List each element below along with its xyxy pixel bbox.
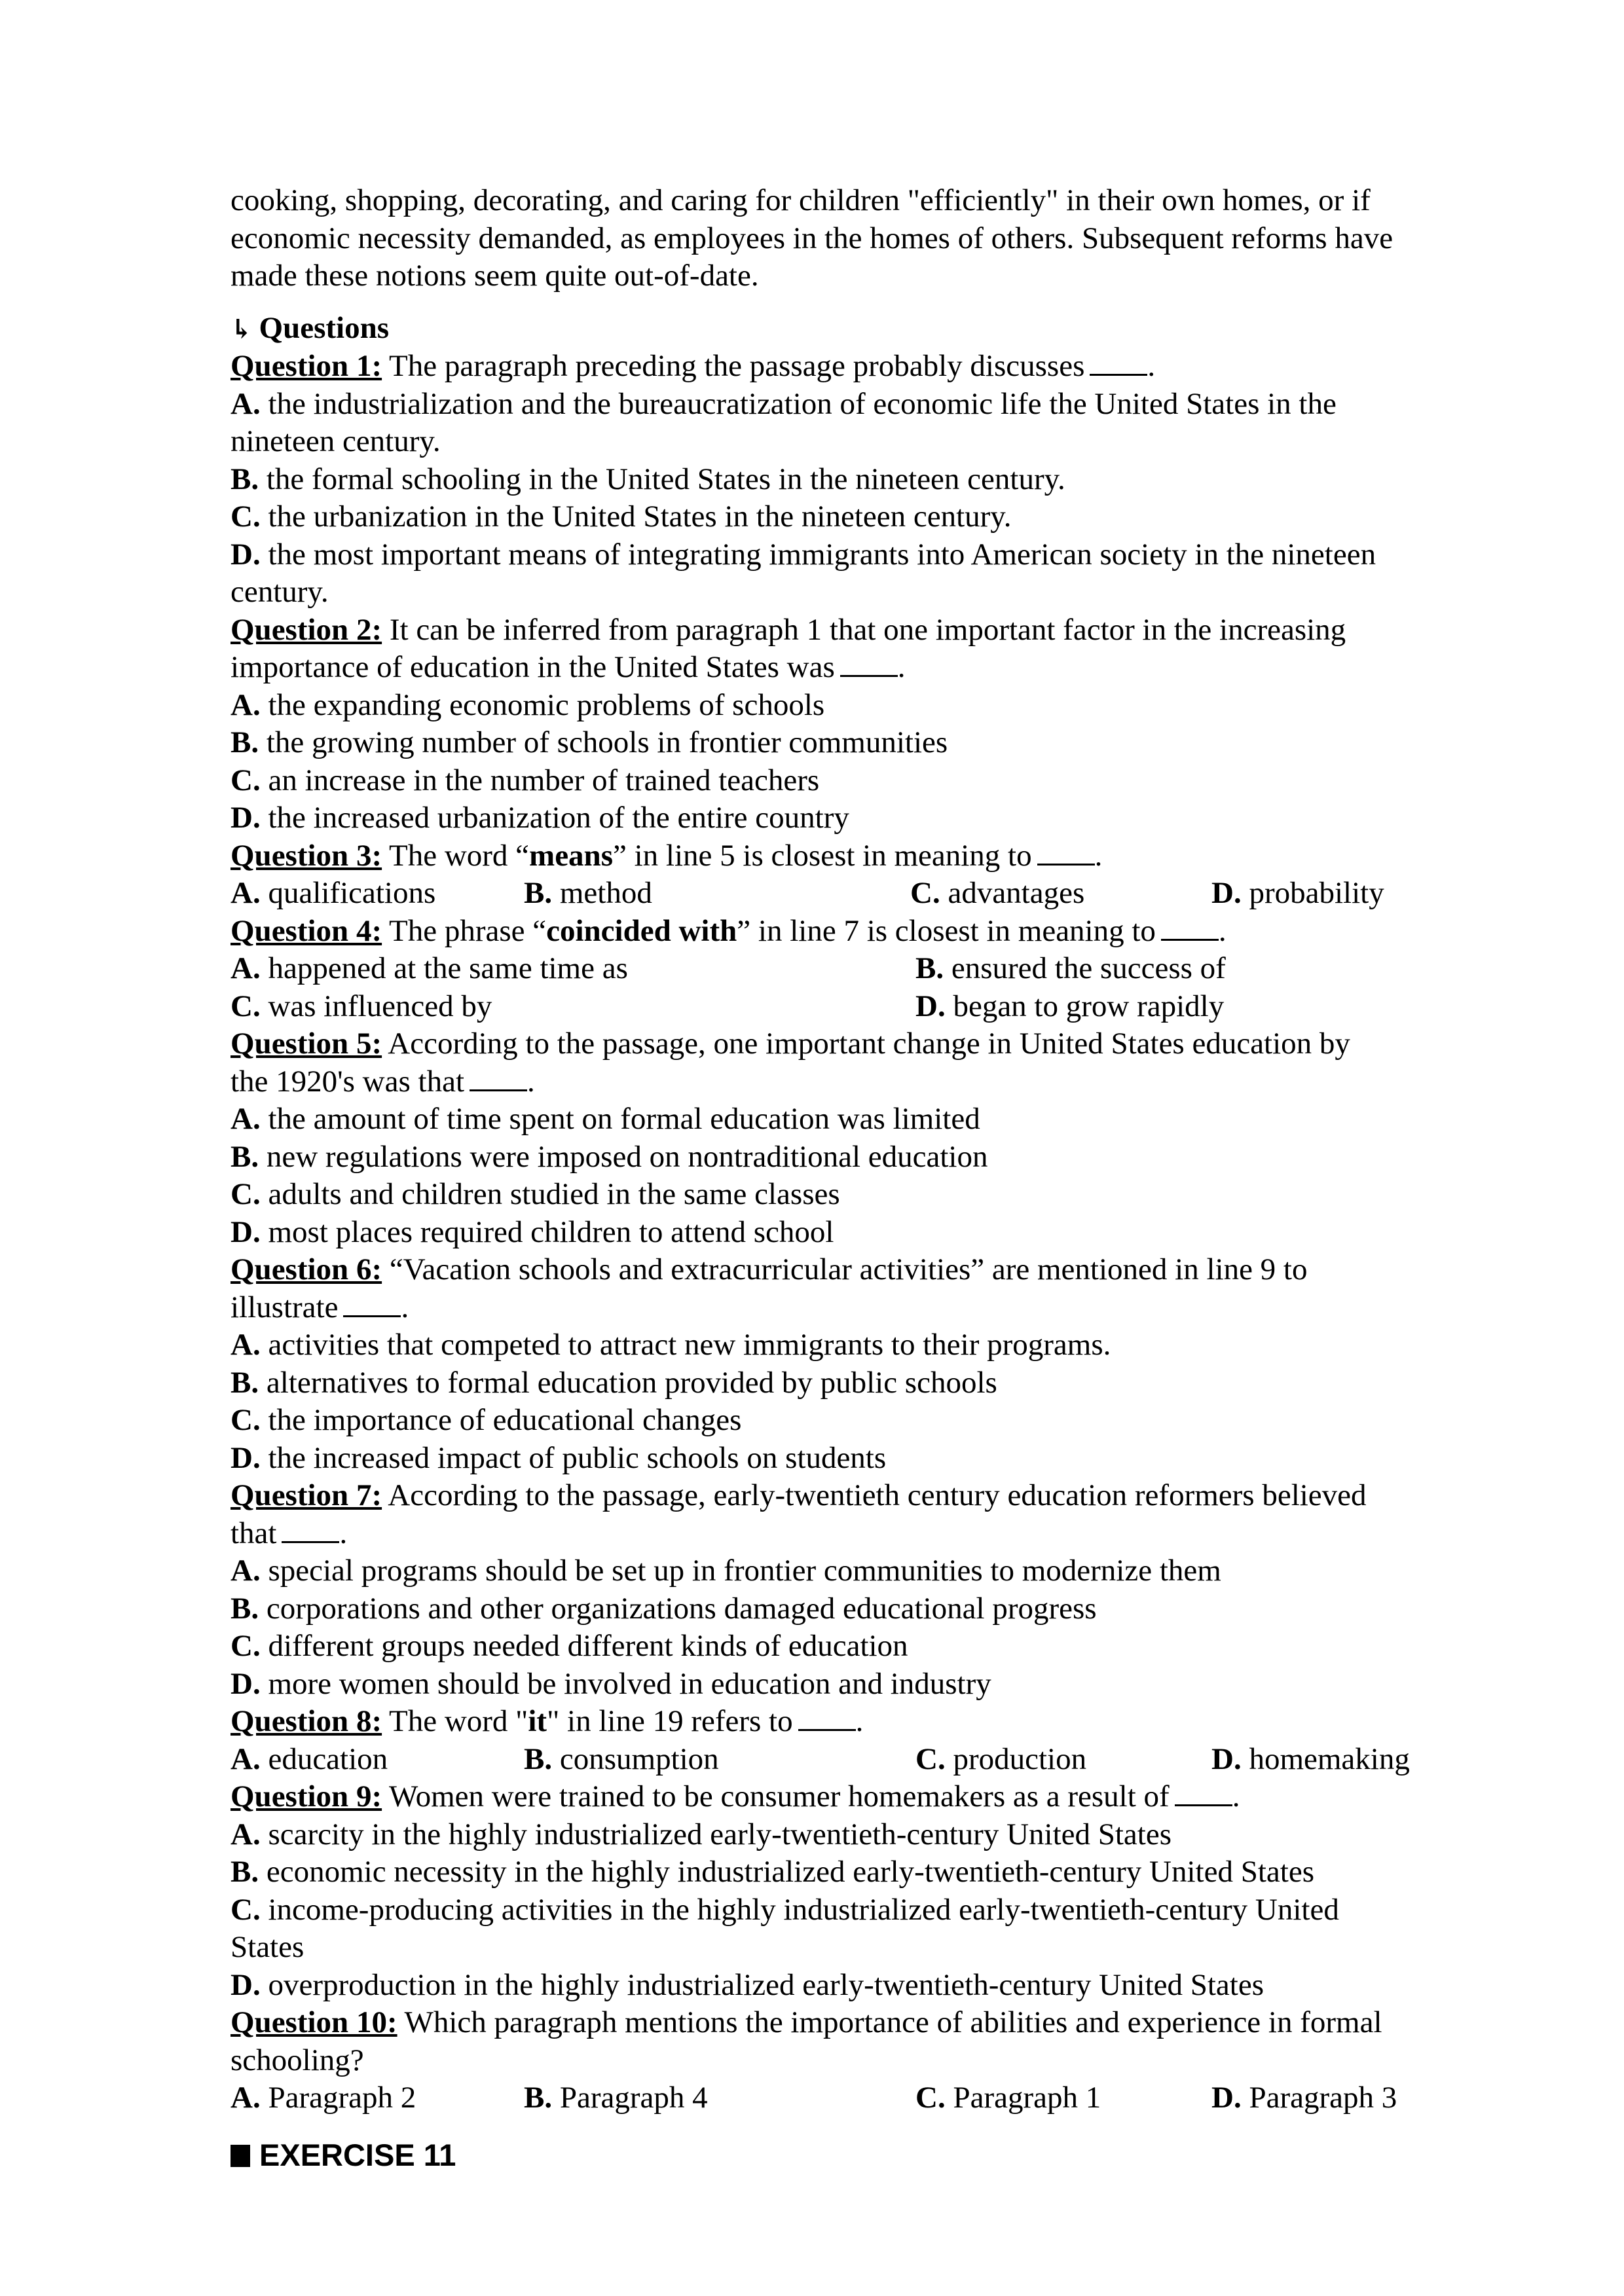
passage-line: cooking, shopping, decorating, and caring for children "efficiently" in their own homes, or if bbox=[231, 183, 1371, 217]
option-a[interactable]: A. happened at the same time as bbox=[231, 951, 628, 985]
exercise-heading bbox=[231, 2136, 456, 2175]
option-c[interactable]: C. an increase in the number of trained teachers bbox=[231, 763, 820, 797]
keyword: coincided with bbox=[546, 913, 737, 948]
question-text: “Vacation schools and extracurricular activities” are mentioned in line 9 to bbox=[389, 1252, 1308, 1286]
option-c[interactable]: C. Paragraph 1 bbox=[915, 2081, 1101, 2115]
option-c[interactable]: C. advantages bbox=[910, 876, 1085, 910]
question-text: According to the passage, early-twentieth century education reformers believed bbox=[388, 1478, 1367, 1512]
keyword: means bbox=[529, 838, 613, 873]
option-a[interactable]: A. the amount of time spent on formal education was limited bbox=[231, 1102, 980, 1136]
option-b[interactable]: B. economic necessity in the highly industrialized early-twentieth-century United States bbox=[231, 1855, 1314, 1889]
arrow-icon: ↳ bbox=[231, 314, 253, 344]
answer-blank bbox=[470, 1063, 527, 1091]
question-6: Question 6: “Vacation schools and extracurricular activities” are mentioned in line 9 to illustrate . A. activities that competed to attract new immigrants to their programs. B. alternatives to formal education provided by public schools C. the importance of educational changes D. the increased impact of public schools on students bbox=[231, 1251, 1481, 1477]
questions-heading-label: Questions bbox=[259, 310, 390, 345]
question-label: Question 5: bbox=[231, 1027, 382, 1061]
question-text-cont: the 1920's was that bbox=[231, 1064, 464, 1099]
option-b[interactable]: B. alternatives to formal education provided by public schools bbox=[231, 1365, 997, 1400]
option-d[interactable]: D. the increased urbanization of the entire country bbox=[231, 801, 849, 835]
option-b[interactable]: B. ensured the success of bbox=[915, 951, 1226, 985]
question-label: Question 9: bbox=[231, 1779, 382, 1813]
question-text: Women were trained to be consumer homemakers as a result of bbox=[389, 1779, 1170, 1813]
question-5: Question 5: According to the passage, one important change in United States education by the 1920's was that . A. the amount of time spent on formal education was limited B. new regulations were imposed on nontraditional education C. adults and children studied in the same classes D. most places required children to attend school bbox=[231, 1025, 1481, 1251]
option-d[interactable]: D. the increased impact of public schools on students bbox=[231, 1440, 887, 1475]
question-text: The paragraph preceding the passage probably discusses bbox=[389, 349, 1085, 383]
question-text-cont: importance of education in the United States was bbox=[231, 650, 835, 684]
question-text: According to the passage, one important change in United States education by bbox=[388, 1027, 1350, 1061]
question-text-cont: illustrate bbox=[231, 1290, 339, 1324]
square-icon bbox=[231, 2145, 250, 2167]
option-a[interactable]: A. activities that competed to attract new immigrants to their programs. bbox=[231, 1328, 1111, 1362]
answer-blank bbox=[343, 1289, 401, 1317]
option-d[interactable]: D. began to grow rapidly bbox=[915, 989, 1225, 1023]
keyword: it bbox=[528, 1704, 547, 1738]
option-a-cont: nineteen century. bbox=[231, 424, 441, 458]
answer-blank bbox=[1161, 913, 1219, 941]
passage-continuation bbox=[231, 182, 1481, 295]
question-1: Question 1: The paragraph preceding the passage probably discusses . A. the industrialization and the bureaucratization of economic life the United States in the nineteen century. B. the formal schooling in the United States in the nineteen century. C. the urbanization in the United States in the nineteen century. D. the most important means of integrating immigrants into American society in the nineteen century. bbox=[231, 348, 1481, 611]
option-a[interactable]: A. special programs should be set up in frontier communities to modernize them bbox=[231, 1554, 1221, 1588]
answer-blank bbox=[1090, 348, 1147, 376]
option-d-cont: century. bbox=[231, 575, 329, 609]
question-label: Question 3: bbox=[231, 838, 382, 873]
option-b[interactable]: B. method bbox=[524, 876, 652, 910]
question-label: Question 7: bbox=[231, 1478, 382, 1512]
option-d[interactable]: D. more women should be involved in education and industry bbox=[231, 1666, 991, 1701]
question-9: Question 9: Women were trained to be consumer homemakers as a result of . A. scarcity in the highly industrialized early-twentieth-century United States B. economic necessity in the highly industrialized early-twentieth-century United States C. income-producing activities in the highly industrialized early-twentieth-century United States D. overproduction in the highly industrialized early-twentieth-century United States bbox=[231, 1778, 1481, 2004]
option-d[interactable]: D. overproduction in the highly industrialized early-twentieth-century United States bbox=[231, 1967, 1264, 2002]
option-b[interactable]: B. the formal schooling in the United States in the nineteen century. bbox=[231, 462, 1065, 496]
option-d[interactable]: D. probability bbox=[1211, 876, 1384, 910]
option-a[interactable]: A. qualifications bbox=[231, 876, 436, 910]
option-c[interactable]: C. the importance of educational changes bbox=[231, 1403, 742, 1437]
option-b[interactable]: B. corporations and other organizations damaged educational progress bbox=[231, 1591, 1097, 1626]
question-4: Question 4: The phrase “coincided with” in line 7 is closest in meaning to . A. happened at the same time as B. ensured the success of C. was influenced by D. began to grow rapidly bbox=[231, 913, 1481, 1026]
answer-blank bbox=[282, 1515, 339, 1543]
option-c[interactable]: C. adults and children studied in the same classes bbox=[231, 1177, 840, 1211]
option-b[interactable]: B. the growing number of schools in frontier communities bbox=[231, 725, 948, 759]
question-text: Which paragraph mentions the importance of abilities and experience in formal bbox=[404, 2005, 1382, 2039]
option-c[interactable]: C. production bbox=[915, 1741, 1087, 1776]
question-label: Question 8: bbox=[231, 1704, 382, 1738]
question-label: Question 6: bbox=[231, 1252, 382, 1286]
question-2: Question 2: It can be inferred from paragraph 1 that one important factor in the increasing importance of education in the United States was . A. the expanding economic problems of schools B. the growing number of schools in frontier communities C. an increase in the number of trained teachers D. the increased urbanization of the entire country bbox=[231, 611, 1481, 837]
document-page bbox=[231, 182, 1481, 2117]
option-d[interactable]: D. Paragraph 3 bbox=[1211, 2081, 1397, 2115]
option-d[interactable]: D. most places required children to attend school bbox=[231, 1214, 834, 1249]
option-a[interactable]: A. the expanding economic problems of schools bbox=[231, 687, 825, 722]
answer-blank bbox=[840, 649, 898, 677]
option-a[interactable]: A. education bbox=[231, 1741, 388, 1776]
option-d[interactable]: D. the most important means of integrating immigrants into American society in the nineteen bbox=[231, 537, 1376, 572]
question-10 bbox=[231, 2004, 1481, 2117]
answer-blank bbox=[1037, 837, 1095, 866]
option-b[interactable]: B. consumption bbox=[524, 1741, 719, 1776]
option-b[interactable]: B. Paragraph 4 bbox=[524, 2081, 708, 2115]
answer-blank bbox=[798, 1703, 856, 1731]
question-text-cont: that bbox=[231, 1516, 277, 1550]
question-text-cont: schooling? bbox=[231, 2043, 364, 2077]
passage-line: economic necessity demanded, as employees in the homes of others. Subsequent reforms have bbox=[231, 221, 1393, 255]
question-label: Question 10: bbox=[231, 2005, 397, 2039]
option-a[interactable]: A. scarcity in the highly industrialized early-twentieth-century United States bbox=[231, 1817, 1172, 1851]
option-a[interactable]: A. Paragraph 2 bbox=[231, 2081, 416, 2115]
exercise-title: EXERCISE 11 bbox=[259, 2138, 456, 2172]
question-text: It can be inferred from paragraph 1 that one important factor in the increasing bbox=[389, 612, 1346, 647]
question-label: Question 1: bbox=[231, 349, 382, 383]
passage-line: made these notions seem quite out-of-date. bbox=[231, 259, 759, 293]
option-c[interactable]: C. the urbanization in the United States in the nineteen century. bbox=[231, 500, 1012, 534]
question-label: Question 4: bbox=[231, 913, 382, 948]
answer-blank bbox=[1175, 1778, 1232, 1806]
questions-heading bbox=[231, 310, 1481, 348]
option-d[interactable]: D. homemaking bbox=[1211, 1741, 1410, 1776]
option-a[interactable]: A. the industrialization and the bureaucratization of economic life the United States in the bbox=[231, 386, 1337, 421]
question-7: Question 7: According to the passage, early-twentieth century education reformers believed that . A. special programs should be set up in frontier communities to modernize them B. corporations and other organizations damaged educational progress C. different groups needed different kinds of education D. more women should be involved in education and industry bbox=[231, 1477, 1481, 1703]
option-c[interactable]: C. income-producing activities in the highly industrialized early-twentieth-century United bbox=[231, 1892, 1339, 1927]
question-3: Question 3: The word “means” in line 5 is closest in meaning to . A. qualifications B. method C. advantages D. probability bbox=[231, 837, 1481, 913]
option-c[interactable]: C. was influenced by bbox=[231, 989, 492, 1023]
option-c[interactable]: C. different groups needed different kinds of education bbox=[231, 1629, 908, 1663]
question-8: Question 8: The word "it" in line 19 refers to . A. education B. consumption C. production D. homemaking bbox=[231, 1703, 1481, 1778]
option-b[interactable]: B. new regulations were imposed on nontraditional education bbox=[231, 1139, 988, 1174]
option-c-cont: States bbox=[231, 1930, 304, 1964]
question-label: Question 2: bbox=[231, 612, 382, 647]
